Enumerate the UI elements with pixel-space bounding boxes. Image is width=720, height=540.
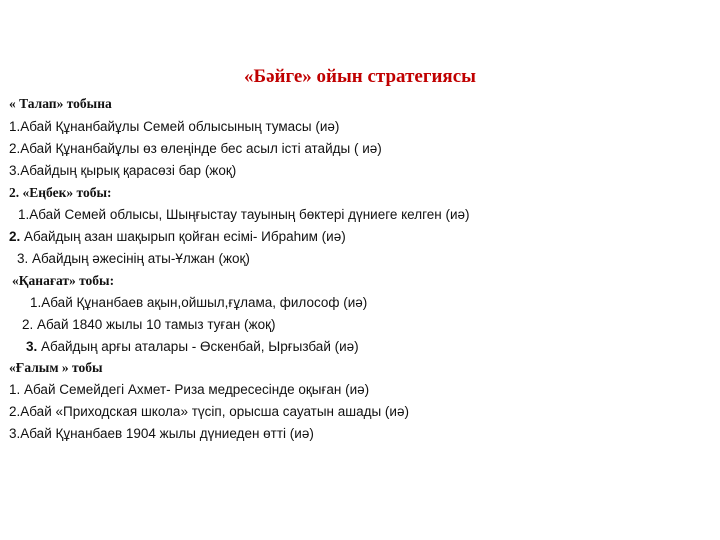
list-item: 1.Абай Құнанбайұлы Семей облысының тумасы (иә): [9, 119, 340, 134]
group-heading-enbek: 2. «Еңбек» тобы:: [9, 185, 112, 200]
list-item: 2.Абай «Приходская школа» түсіп, орысша сауатын ашады (иә): [9, 404, 409, 419]
list-item: [26, 339, 359, 355]
list-item: 2. Абай 1840 жылы 10 тамыз туған (жоқ): [22, 317, 276, 332]
slide-title: «Бәйге» ойын стратегиясы: [244, 66, 476, 87]
list-item: 3.Абай Құнанбаев 1904 жылы дүниеден өтті (иә): [9, 426, 314, 441]
group-heading-galym: «Ғалым » тобы: [9, 360, 103, 375]
list-item: 1. Абай Семейдегі Ахмет- Риза медресесінде оқыған (иә): [9, 382, 370, 397]
item-number: 3.: [26, 339, 38, 354]
item-text: Абайдың арғы аталары - Өскенбай, Ырғызбай (иә): [37, 339, 359, 354]
list-item: 3. Абайдың әжесінің аты-Ұлжан (жоқ): [17, 251, 250, 266]
list-item: [9, 229, 346, 245]
list-item: 1.Абай Семей облысы, Шыңғыстау тауының бөктері дүниеге келген (иә): [18, 207, 470, 222]
group-heading-talap: « Талап» тобына: [9, 96, 112, 111]
list-item: 3.Абайдың қырық қарасөзі бар (жоқ): [9, 163, 237, 178]
list-item: 2.Абай Құнанбайұлы өз өлеңінде бес асыл істі атайды ( иә): [9, 141, 382, 156]
list-item: 1.Абай Құнанбаев ақын,ойшыл,ғұлама, философ (иә): [30, 295, 368, 310]
item-number: 2.: [9, 229, 21, 244]
item-text: Абайдың азан шақырып қойған есімі- Ибраһим (иә): [20, 229, 346, 244]
group-heading-kanagat: «Қанағат» тобы:: [12, 273, 115, 288]
